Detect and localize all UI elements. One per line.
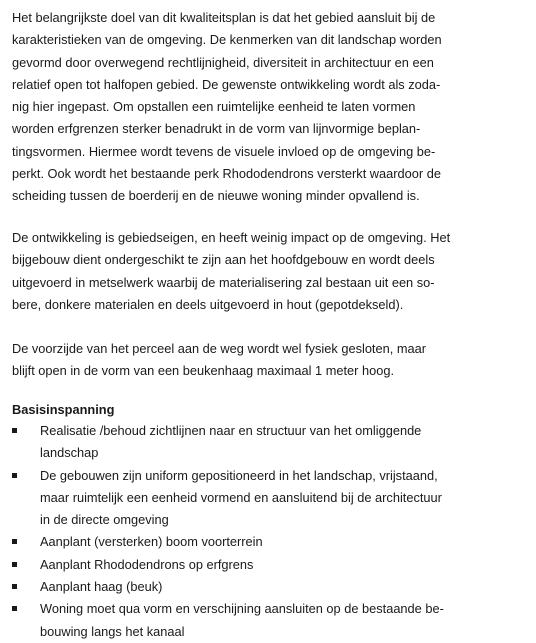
- text-line: uitgevoerd in metselwerk waarbij de materialisering zal bestaan uit een so-: [12, 274, 435, 290]
- bullet-list: [12, 420, 532, 643]
- text-line: relatief open tot halfopen gebied. De gewenste ontwikkeling wordt als zoda-: [12, 76, 441, 92]
- text-line: gevormd door overwegend rechtlijnigheid, diversiteit in architectuur en een: [12, 54, 434, 70]
- text-line: scheiding tussen de boerderij en de nieuwe woning minder opvallend is.: [12, 188, 420, 204]
- text-line: tingsvormen. Hiermee wordt tevens de visuele invloed op de omgeving be-: [12, 143, 436, 159]
- text-line: Het belangrijkste doel van dit kwaliteitsplan is dat het gebied aansluit bij de: [12, 10, 436, 25]
- list-item-text: Aanplant (versterken) boom voorterrein: [40, 534, 263, 550]
- paragraph-front-side: [12, 338, 426, 383]
- text-line: nig hier ingepast. Om opstallen een ruimtelijke eenheid te laten vormen: [12, 99, 416, 115]
- section-heading: Basisinspanning: [12, 402, 115, 417]
- list-item-text: in de directe omgeving: [40, 512, 169, 528]
- list-item: [12, 531, 532, 553]
- text-line: perkt. Ook wordt het bestaande perk Rhododendrons versterkt waardoor de: [12, 166, 441, 182]
- text-line: worden erfgrenzen sterker benadrukt in de vorm van lijnvormige beplan-: [12, 121, 421, 137]
- list-item-text: landschap: [40, 445, 99, 461]
- list-item-text: Aanplant haag (beuk): [40, 579, 163, 595]
- list-item-text: Aanplant Rhododendrons op erfgrens: [40, 556, 254, 572]
- list-item-text: De gebouwen zijn uniform gepositioneerd in het landschap, vrijstaand,: [40, 467, 438, 483]
- list-item: [12, 576, 532, 598]
- square-bullet-icon: [12, 606, 17, 611]
- square-bullet-icon: [12, 428, 17, 433]
- list-item: [12, 420, 532, 465]
- text-line: bere, donkere materialen en deels uitgevoerd in hout (gepotdekseld).: [12, 296, 404, 312]
- list-item: [12, 554, 532, 576]
- paragraph-quality-plan: [12, 7, 442, 208]
- list-item-text: Realisatie /behoud zichtlijnen naar en structuur van het omliggende: [40, 423, 422, 438]
- square-bullet-icon: [12, 584, 17, 589]
- list-item: [12, 598, 532, 643]
- square-bullet-icon: [12, 473, 17, 478]
- list-item-text: maar ruimtelijk een eenheid vormend en aansluitend bij de architectuur: [40, 489, 442, 505]
- paragraph-development: [12, 227, 450, 316]
- square-bullet-icon: [12, 539, 17, 544]
- text-line: karakteristieken van de omgeving. De kenmerken van dit landschap worden: [12, 32, 442, 48]
- text-line: bijgebouw dient ondergeschikt te zijn aan het hoofdgebouw en wordt deels: [12, 252, 435, 268]
- text-line: blijft open in de vorm van een beukenhaag maximaal 1 meter hoog.: [12, 363, 395, 379]
- square-bullet-icon: [12, 562, 17, 567]
- text-line: De ontwikkeling is gebiedseigen, en heeft weinig impact op de omgeving. Het: [12, 230, 451, 245]
- list-item-text: bouwing langs het kanaal: [40, 623, 185, 639]
- list-item-text: Woning moet qua vorm en verschijning aansluiten op de bestaande be-: [40, 601, 444, 617]
- list-item: [12, 465, 532, 532]
- text-line: De voorzijde van het perceel aan de weg wordt wel fysiek gesloten, maar: [12, 341, 426, 356]
